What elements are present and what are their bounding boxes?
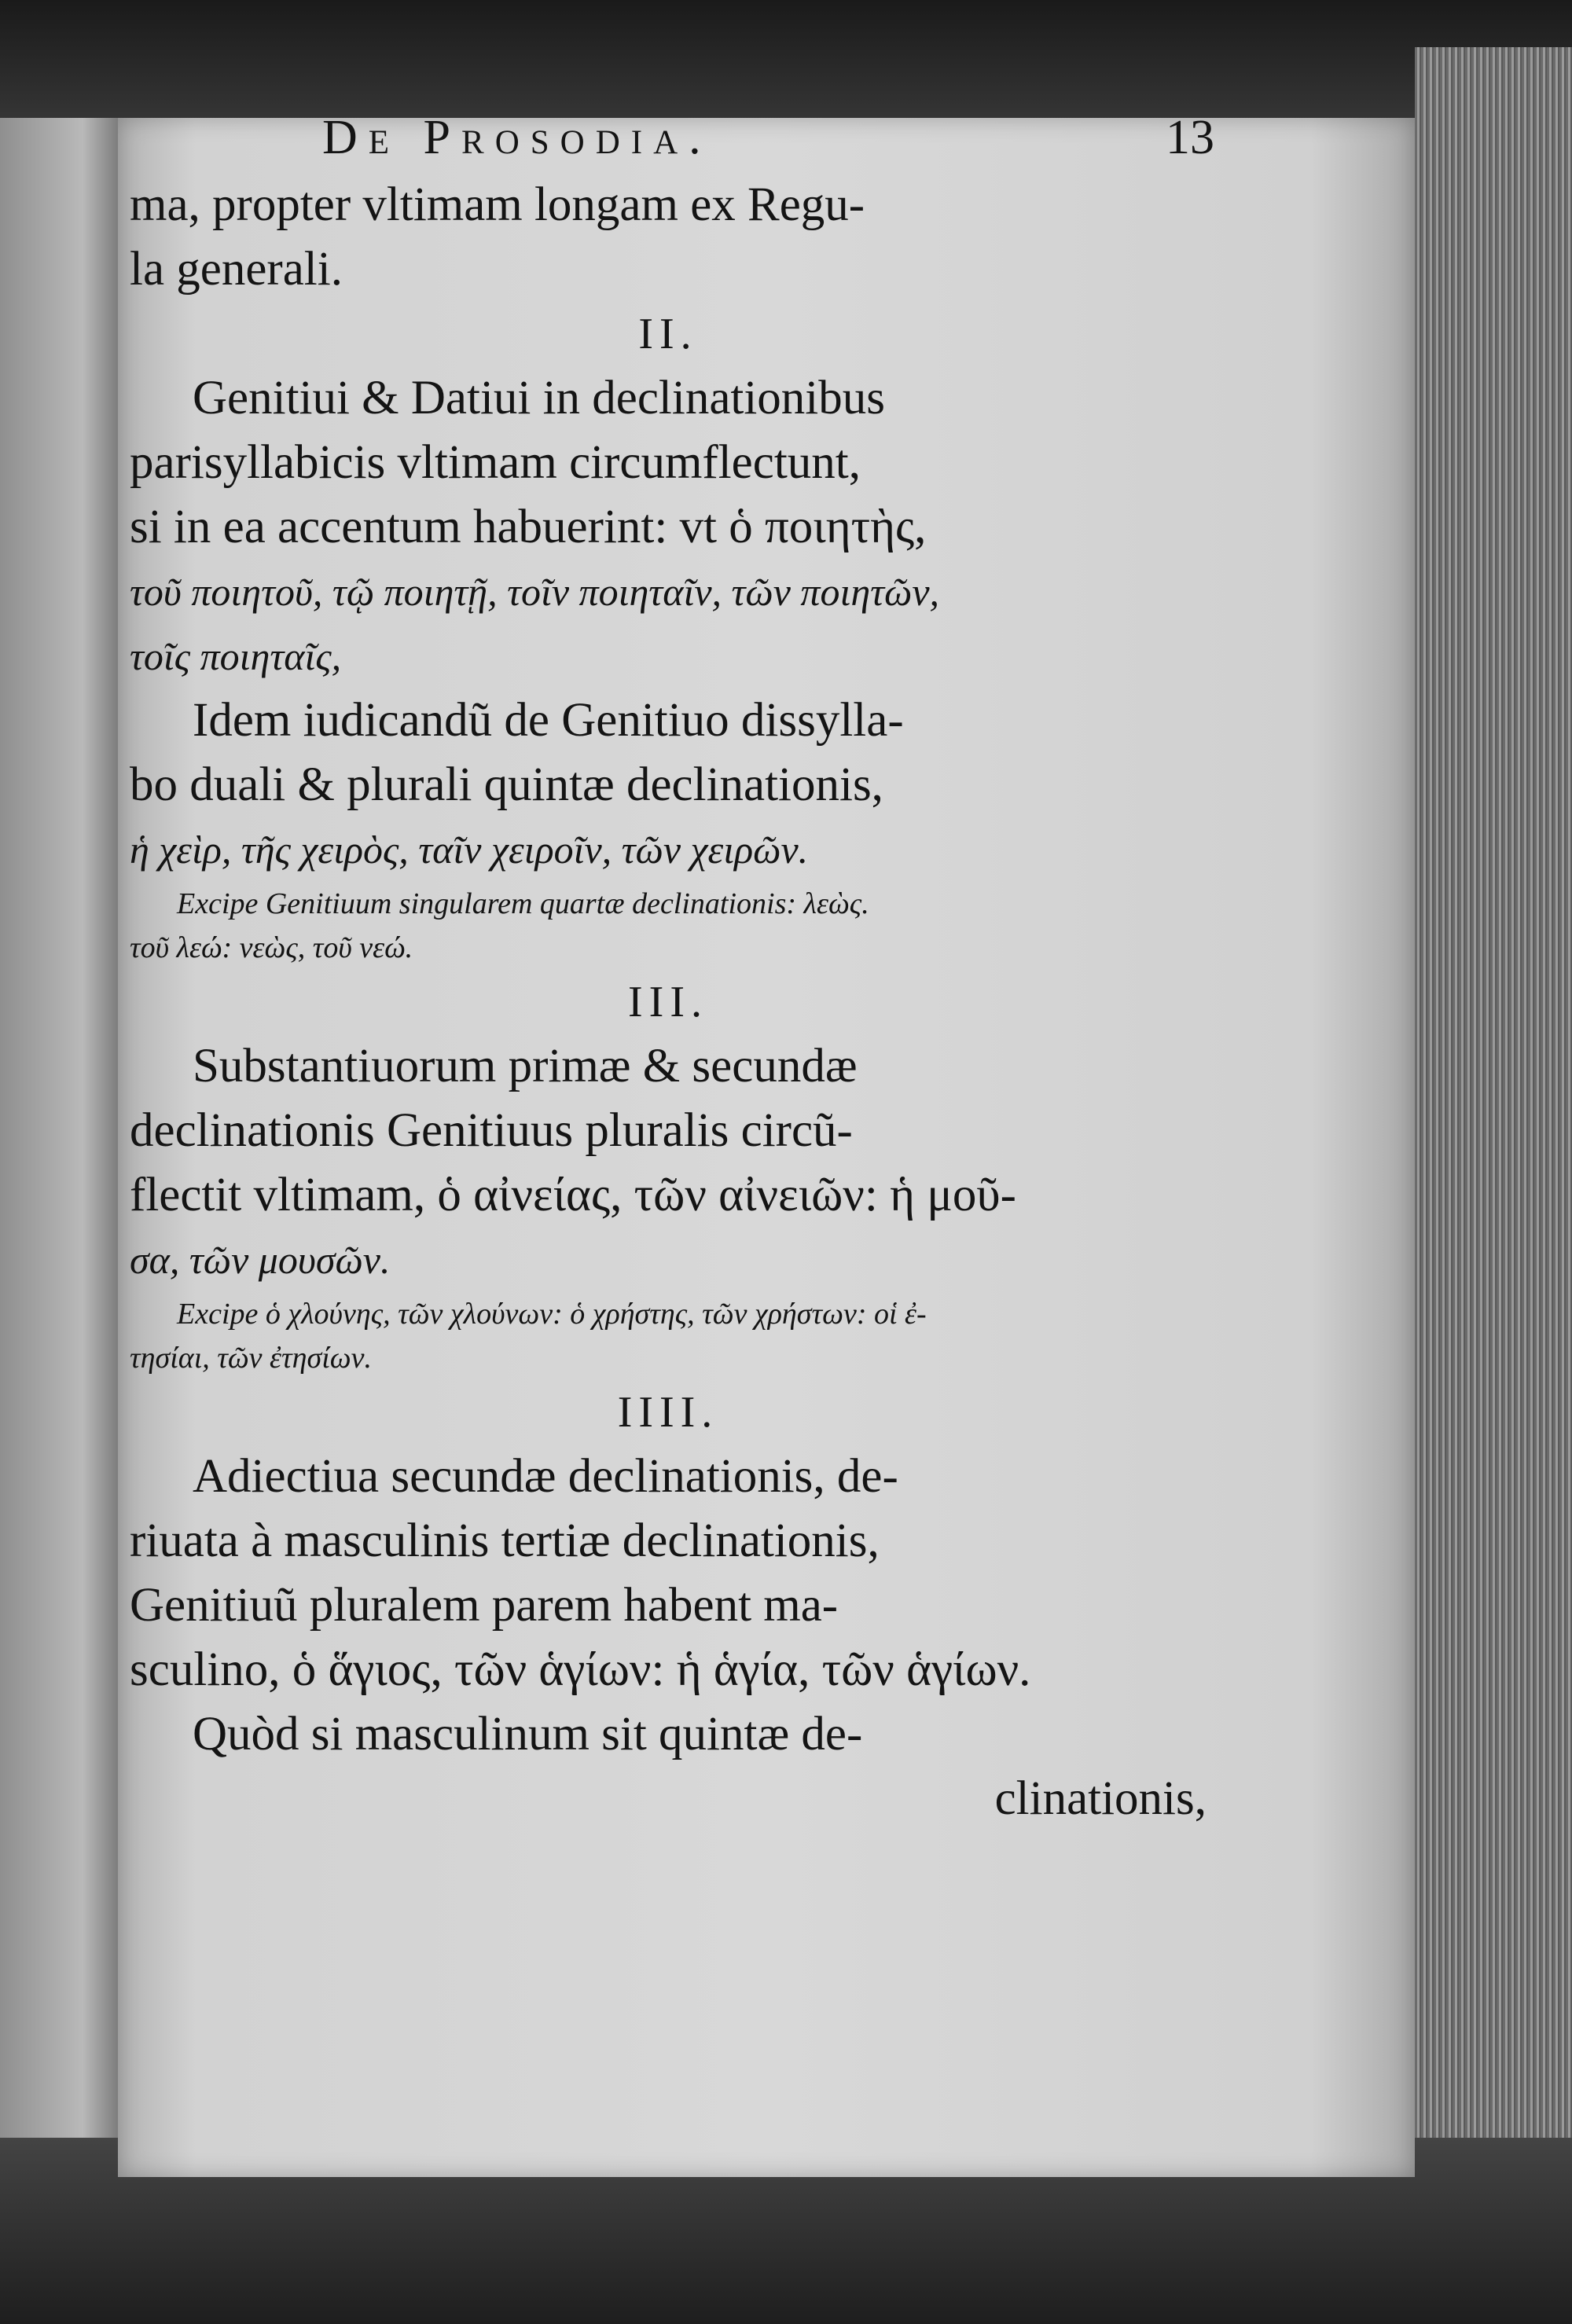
greek-line: σα, τῶν μουσῶν. [130,1238,391,1282]
text-line: la generali. [130,243,343,296]
text-line: clinationis, [994,1772,1207,1825]
text-line: si in ea accentum habuerint: vt ὁ ποιητὴς, [130,501,927,553]
text-line: Adiectiua secundæ declinationis, de- [193,1450,898,1503]
text-line: parisyllabicis vltimam circumflectunt, [130,436,861,489]
text-line: Genitiuũ pluralem parem habent ma- [130,1579,839,1632]
note-line: Excipe Genitiuum singularem quartæ declinationis: λεὼς. [177,887,869,920]
running-header [130,110,1214,173]
greek-line: ἡ χεὶρ, τῆς χειρὸς, ταῖν χειροῖν, τῶν χειρῶν. [130,828,809,872]
note-line: τησίαι, τῶν ἐτησίων. [130,1342,372,1375]
text-line: sculino, ὁ ἅγιος, τῶν ἁγίων: ἡ ἁγία, τῶν ἁγίων. [130,1643,1031,1696]
greek-line: τοῖς ποιηταῖς, [130,634,342,678]
section-numeral: III. [628,978,708,1026]
text-line: declinationis Genitiuus pluralis circũ- [130,1104,853,1157]
text-line: Substantiuorum primæ & secundæ [193,1040,858,1092]
greek-line: τοῦ ποιητοῦ, τῷ ποιητῇ, τοῖν ποιηταῖν, τῶν ποιητῶν, [130,570,940,614]
text-line: flectit vltimam, ὁ αἰνείας, τῶν αἰνειῶν: ἡ μοῦ- [130,1169,1016,1221]
section-numeral: IIII. [617,1388,719,1437]
text-line: bo duali & plurali quintæ declinationis, [130,758,883,811]
text-line: riuata à masculinis tertiæ declinationis, [130,1514,880,1567]
running-title: De Prosodia. [322,111,712,164]
text-line: Idem iudicandũ de Genitiuo dissylla- [193,694,904,747]
section-numeral: II. [638,310,698,358]
page-number: 13 [1166,111,1214,164]
text-line: Quòd si masculinum sit quintæ de- [193,1708,863,1760]
note-line: τοῦ λεώ: νεὼς, τοῦ νεώ. [130,931,413,964]
facing-page-edge [0,118,118,2324]
page-text [130,110,1214,1831]
note-line: Excipe ὁ χλούνης, τῶν χλούνων: ὁ χρήστης, τῶν χρήστων: οἱ ἐ- [177,1298,927,1331]
text-line: ma, propter vltimam longam ex Regu- [130,178,865,231]
book-page-edges [1415,47,1572,2324]
text-line: Genitiui & Datiui in declinationibus [193,372,885,424]
